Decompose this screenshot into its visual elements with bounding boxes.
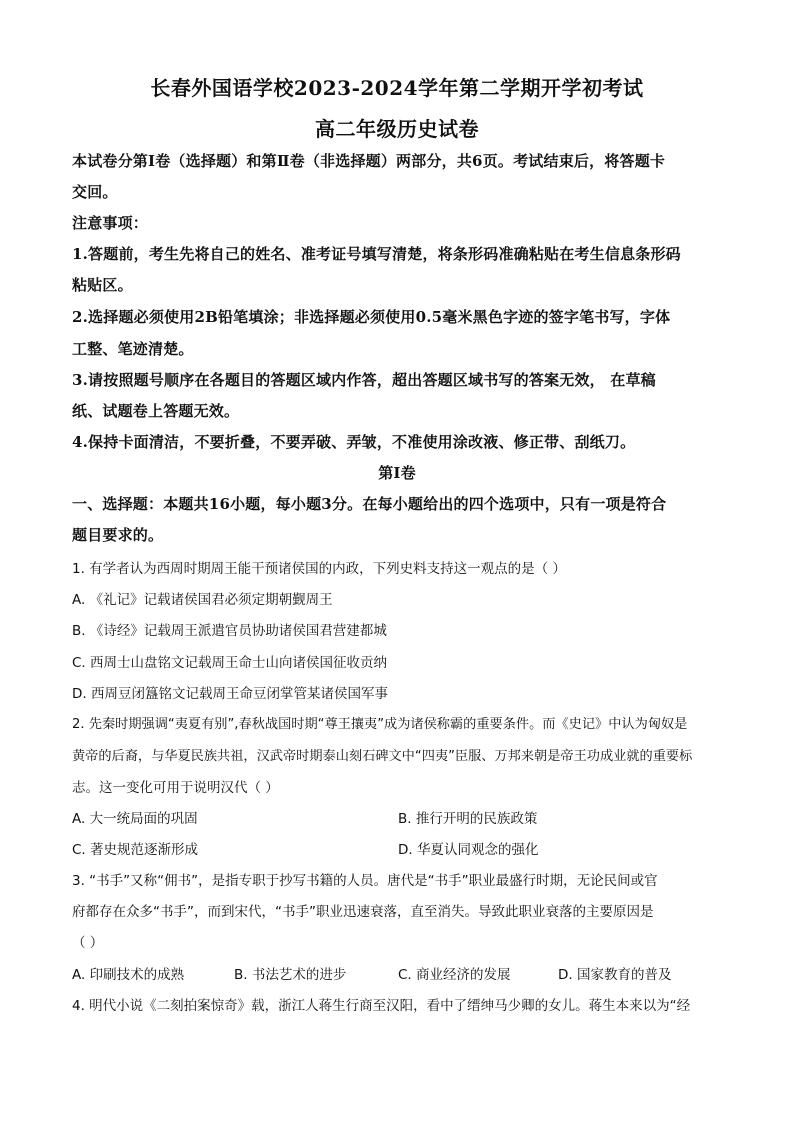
part-heading-line-2: 题目要求的。 (72, 526, 164, 544)
intro-line-2: 交回。 (72, 183, 118, 201)
q3-option-b: B. 书法艺术的进步 (234, 967, 347, 983)
q3-line-1: 3. “书手”又称“佣书”，是指专职于抄写书籍的人员。唐代是“书手”职业最盛行时期，无论民间或官 (72, 873, 658, 889)
subject-title: 高二年级历史试卷 (315, 117, 479, 141)
q3-option-d: D. 国家教育的普及 (558, 967, 672, 983)
q2-option-d: D. 华夏认同观念的强化 (398, 842, 539, 858)
q4-line-1: 4. 明代小说《二刻拍案惊奇》载，浙江人蒋生行商至汉阳，看中了缙绅马少卿的女儿。蒋生本来以为“经 (72, 998, 691, 1014)
school-title: 长春外国语学校2023-2024学年第二学期开学初考试 (150, 76, 644, 100)
q2-option-c: C. 著史规范逐渐形成 (72, 842, 199, 858)
part-heading-line-1: 一、选择题：本题共16小题，每小题3分。在每小题给出的四个选项中，只有一项是符合 (72, 495, 667, 513)
note-3-line-1: 3.请按照题号顺序在各题目的答题区域内作答，超出答题区域书写的答案无效， 在草稿 (72, 371, 656, 389)
q3-line-3: （ ） (72, 935, 104, 951)
note-2-line-1: 2.选择题必须使用2B铅笔填涂；非选择题必须使用0.5毫米黑色字迹的签字笔书写，字体 (72, 308, 671, 326)
q3-line-2: 府都存在众多“书手”，而到宋代，“书手”职业迅速衰落，直至消失。导致此职业衰落的主要原因是 (72, 904, 654, 920)
q3-option-a: A. 印刷技术的成熟 (72, 967, 185, 983)
q3-option-c: C. 商业经济的发展 (398, 967, 511, 983)
q1-option-d: D. 西周豆闭簋铭文记载周王命豆闭掌管某诸侯国军事 (72, 686, 388, 702)
volume-heading: 第Ⅰ卷 (378, 464, 416, 482)
q1-option-b: B. 《诗经》记载周王派遣官员协助诸侯国君营建都城 (72, 623, 387, 639)
q2-line-3: 志。这一变化可用于说明汉代（ ） (72, 780, 279, 796)
note-4: 4.保持卡面清洁，不要折叠，不要弄破、弄皱，不准使用涂改液、修正带、刮纸刀。 (72, 433, 636, 451)
q2-line-2: 黄帝的后裔，与华夏民族共祖，汉武帝时期泰山刻石碑文中“四夷”臣服、万邦来朝是帝王功成业就的重要标 (72, 749, 693, 764)
q2-line-1: 2. 先秦时期强调“夷夏有别”,春秋战国时期“尊王攘夷”成为诸侯称霸的重要条件。而《史记》中认为匈奴是 (72, 717, 688, 732)
notes-heading: 注意事项： (72, 214, 149, 232)
q2-option-a: A. 大一统局面的巩固 (72, 811, 198, 827)
note-2-line-2: 工整、笔迹清楚。 (72, 340, 194, 358)
q1-stem: 1. 有学者认为西周时期周王能干预诸侯国的内政，下列史料支持这一观点的是（ ） (72, 561, 566, 577)
q1-option-a: A. 《礼记》记载诸侯国君必须定期朝觐周王 (72, 592, 333, 608)
q2-option-b: B. 推行开明的民族政策 (398, 811, 538, 827)
intro-line-1: 本试卷分第Ⅰ卷（选择题）和第Ⅱ卷（非选择题）两部分，共6页。考试结束后，将答题卡 (72, 152, 666, 170)
note-1-line-2: 粘贴区。 (72, 276, 133, 294)
note-3-line-2: 纸、试题卷上答题无效。 (72, 402, 240, 420)
note-1-line-1: 1.答题前，考生先将自己的姓名、准考证号填写清楚，将条形码准确粘贴在考生信息条形码 (72, 245, 681, 263)
q1-option-c: C. 西周士山盘铭文记载周王命士山向诸侯国征收贡纳 (72, 655, 388, 671)
